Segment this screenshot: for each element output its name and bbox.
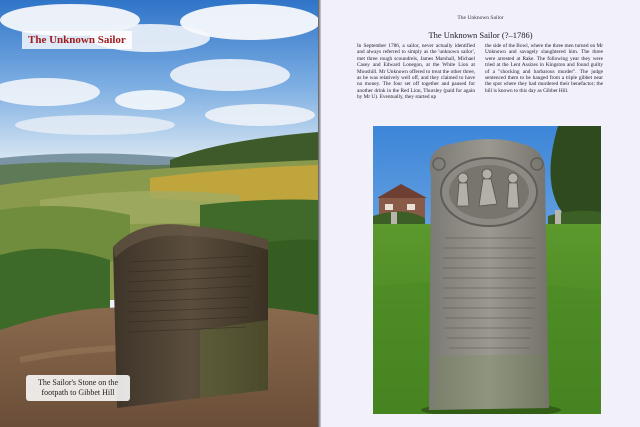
right-page bbox=[321, 0, 640, 427]
photo-caption bbox=[26, 375, 130, 401]
text-column-1: In September 1786, a sailor, never actually identified and always referred to simply as the 'unknown sailor', met three rough scoundrels, James Marshall, Michael Casey and Edward Lonegon, at the White Lion at Moushill. Mr Unknown offered to treat the other three, as he was relatively well off, and they claimed to have no money. The four set off together and paused for another drink in the Red Lion, Thursley (paid for again by Mr U). Eventually, they started up bbox=[357, 43, 475, 101]
left-page bbox=[0, 0, 318, 427]
caption-line-2: footpath to Gibbet Hill bbox=[41, 388, 115, 397]
text-column-2: the side of the Bowl, where the three men turned on Mr Unknown and savagely slaughtered him. The three were arrested at Rake. The following year they were tried at the Lent Assizes in Kingston and found guilty of a "shocking and barbarous murder". The judge sentenced them to be hanged from a triple gibbet near the spot where they had murdered their benefactor; the hill is known to this day as Gibbet Hill. bbox=[485, 43, 603, 94]
running-head: The Unknown Sailor bbox=[457, 15, 504, 21]
heathland-gravestone-photo bbox=[0, 0, 318, 427]
article-title: The Unknown Sailor (?–1786) bbox=[428, 30, 533, 40]
churchyard-headstone-photo bbox=[373, 126, 601, 414]
photo-title-label: The Unknown Sailor bbox=[22, 31, 132, 49]
caption-line-1: The Sailor's Stone on the bbox=[37, 378, 119, 387]
